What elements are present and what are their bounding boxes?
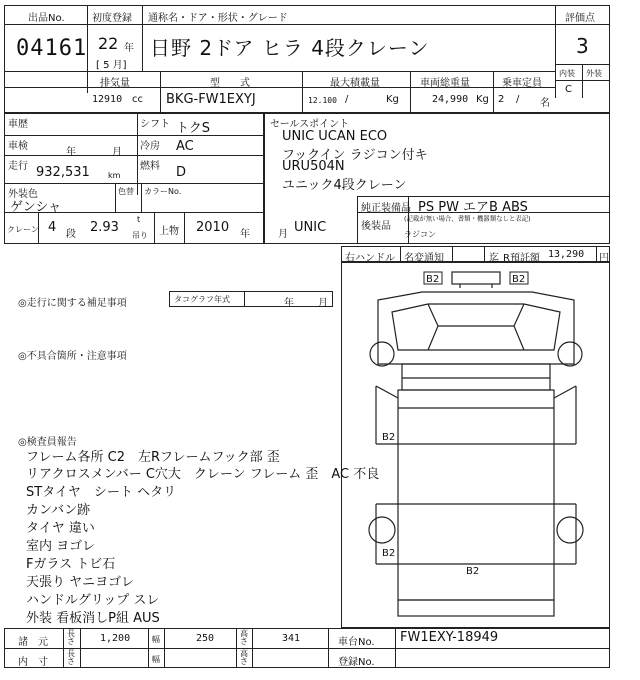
sales-point-1: UNIC UCAN ECO bbox=[282, 129, 388, 144]
fuel: D bbox=[176, 165, 187, 180]
type-label: 型 式 bbox=[210, 78, 250, 89]
model-code: BKG-FW1EXYJ bbox=[166, 92, 256, 107]
front-bumper bbox=[452, 272, 500, 284]
upper-month-unit: 月 bbox=[278, 229, 288, 240]
yen-unit: 円 bbox=[599, 253, 609, 264]
gross-weight: 24,990 bbox=[432, 94, 469, 105]
width-label: 幅 bbox=[152, 635, 160, 644]
gvw-label: 車両総重量 bbox=[420, 78, 470, 89]
crane-base bbox=[402, 364, 550, 390]
eval-label: 評価点 bbox=[565, 13, 595, 24]
report-line-5: タイヤ 違い bbox=[26, 521, 95, 536]
height: 341 bbox=[282, 633, 301, 644]
damage-mark-front-right: B2 bbox=[512, 274, 526, 285]
kg-unit-2: Kg bbox=[476, 94, 489, 105]
aftermarket: ラジコン bbox=[404, 230, 436, 239]
reg-year-unit: 年 bbox=[124, 43, 134, 54]
upper-label: 上物 bbox=[159, 226, 179, 237]
sales-point-3: URU504N bbox=[282, 159, 345, 174]
report-line-6: 室内 ヨゴレ bbox=[26, 539, 96, 554]
color-change-label: 色替 bbox=[118, 187, 134, 196]
reg-month: [ 5 月] bbox=[96, 60, 127, 71]
mileage-label: 走行 bbox=[8, 161, 28, 172]
aftermarket-note: (記載が無い場合、書類・機器類なしと表記) bbox=[404, 214, 531, 222]
int-length-label: 長さ bbox=[67, 649, 75, 666]
slash-1: / bbox=[345, 94, 349, 105]
capacity-unit: 名 bbox=[540, 98, 550, 109]
reg-year: 22 bbox=[98, 34, 119, 53]
km-unit: km bbox=[108, 171, 121, 180]
rhd-label: 右ハンドル bbox=[345, 253, 395, 264]
sales-label: セールスポイント bbox=[270, 119, 350, 130]
lot-label: 出品No. bbox=[28, 13, 65, 24]
fuel-label: 燃料 bbox=[140, 161, 160, 172]
chassis-number: FW1EXY-18949 bbox=[400, 630, 499, 645]
report-line-8: 天張り ヤニヨゴレ bbox=[26, 575, 135, 590]
interior-label: 内装 bbox=[559, 69, 575, 78]
upper-year-unit: 年 bbox=[240, 229, 250, 240]
eval-score: 3 bbox=[576, 34, 590, 58]
report-line-10: 外装 看板消しP組 AUS bbox=[26, 611, 160, 626]
slash-2: / bbox=[516, 94, 520, 105]
capacity-label: 乗車定員 bbox=[502, 78, 542, 89]
crane-tons: 2.93 bbox=[90, 220, 119, 235]
length-label: 長さ bbox=[67, 629, 75, 646]
shift: トクS bbox=[176, 121, 210, 136]
name-change-label: 名変通知 bbox=[404, 253, 444, 264]
aftermarket-label: 後装品 bbox=[361, 221, 391, 232]
chassis-label: 車台No. bbox=[338, 637, 375, 648]
tacho-label: タコグラフ年式 bbox=[174, 295, 230, 304]
vehicle-name: 日野 2ドア ヒラ 4段クレーン bbox=[150, 36, 430, 60]
equipment-label: 純正装備品 bbox=[361, 203, 411, 214]
rear-left-wheel bbox=[369, 517, 395, 543]
report-line-4: カンバン跡 bbox=[26, 503, 91, 518]
equipment: PS PW エアB ABS bbox=[418, 200, 528, 215]
ac-label: 冷房 bbox=[140, 141, 160, 152]
lot-number: 04161 bbox=[16, 36, 88, 61]
sales-point-2: フックイン ラジコン付キ bbox=[282, 148, 428, 163]
damage-mark-rear: B2 bbox=[466, 566, 480, 577]
report-line-2: リアクロスメンバー C穴大 クレーン フレーム 歪 AC 不良 bbox=[26, 467, 380, 482]
cc-unit: cc bbox=[132, 94, 143, 105]
left-mirror bbox=[370, 342, 394, 366]
report-line-3: STタイヤ シート ヘタリ bbox=[26, 485, 177, 500]
maxload-label: 最大積載量 bbox=[330, 78, 380, 89]
rear-right-wheel bbox=[557, 517, 583, 543]
tacho-month: 月 bbox=[318, 298, 328, 309]
max-load: 12.100 bbox=[308, 96, 337, 105]
shift-label: シフト bbox=[140, 119, 170, 130]
cab-roof bbox=[392, 304, 560, 350]
remainder-label: 迄 bbox=[489, 253, 499, 264]
inspection-year: 年 bbox=[66, 147, 76, 158]
damage-mark-side-left: B2 bbox=[382, 432, 396, 443]
report-line-7: Fガラス トビ石 bbox=[26, 557, 116, 572]
upper-maker: UNIC bbox=[294, 220, 327, 235]
inspection-label: 車検 bbox=[8, 141, 28, 152]
stage-unit: 段 bbox=[66, 229, 76, 240]
upper-year: 2010 bbox=[196, 220, 230, 235]
truck-damage-diagram bbox=[342, 268, 610, 628]
tacho-year: 年 bbox=[284, 298, 294, 309]
ton-unit: t bbox=[137, 215, 141, 224]
defects-label: ◎不具合箇所・注意事項 bbox=[18, 351, 127, 362]
kg-unit: Kg bbox=[386, 94, 399, 105]
interior-grade: C bbox=[565, 84, 572, 95]
mileage: 932,531 bbox=[36, 165, 90, 180]
rear-bumper bbox=[398, 600, 554, 616]
height-label: 高さ bbox=[240, 629, 248, 646]
capacity: 2 bbox=[498, 94, 505, 105]
damage-mark-rear-left: B2 bbox=[382, 548, 396, 559]
exterior-label: 外装 bbox=[586, 69, 602, 78]
ac: AC bbox=[176, 139, 194, 154]
inspection-month: 月 bbox=[112, 147, 122, 158]
length: 1,200 bbox=[100, 633, 131, 644]
int-width-label: 幅 bbox=[152, 655, 160, 664]
report-line-1: フレーム各所 C2 左Rフレームフック部 歪 bbox=[26, 450, 280, 465]
crane-label: クレーン bbox=[7, 225, 39, 234]
inspector-label: ◎検査員報告 bbox=[18, 437, 77, 448]
disp-label: 排気量 bbox=[100, 78, 130, 89]
right-mirror bbox=[558, 342, 582, 366]
driving-notes-label: ◎走行に関する補足事項 bbox=[18, 298, 127, 309]
history-label: 車歴 bbox=[8, 119, 28, 130]
width: 250 bbox=[196, 633, 215, 644]
damage-mark-front-left: B2 bbox=[426, 274, 440, 285]
color: ゲンシャ bbox=[10, 200, 62, 215]
int-height-label: 高さ bbox=[240, 649, 248, 666]
report-line-9: ハンドルグリップ スレ bbox=[26, 593, 160, 608]
tax-label: R預託額 bbox=[503, 253, 540, 264]
hang-unit: 吊り bbox=[132, 231, 148, 240]
color-label: 外装色 bbox=[8, 189, 38, 200]
interior-dims-label: 内 寸 bbox=[18, 657, 48, 668]
dims-label: 諸 元 bbox=[18, 637, 48, 648]
displacement: 12910 bbox=[92, 94, 123, 105]
crane-stages: 4 bbox=[48, 220, 57, 235]
sales-point-4: ユニック4段クレーン bbox=[282, 178, 407, 193]
cab-outline bbox=[378, 292, 574, 364]
color-no-label: カラーNo. bbox=[144, 187, 182, 196]
reg-label: 初度登録 bbox=[92, 13, 132, 24]
tax-amount: 13,290 bbox=[548, 249, 585, 260]
reg-no-label: 登録No. bbox=[338, 657, 375, 668]
name-label: 通称名・ドア・形状・グレード bbox=[148, 13, 288, 24]
